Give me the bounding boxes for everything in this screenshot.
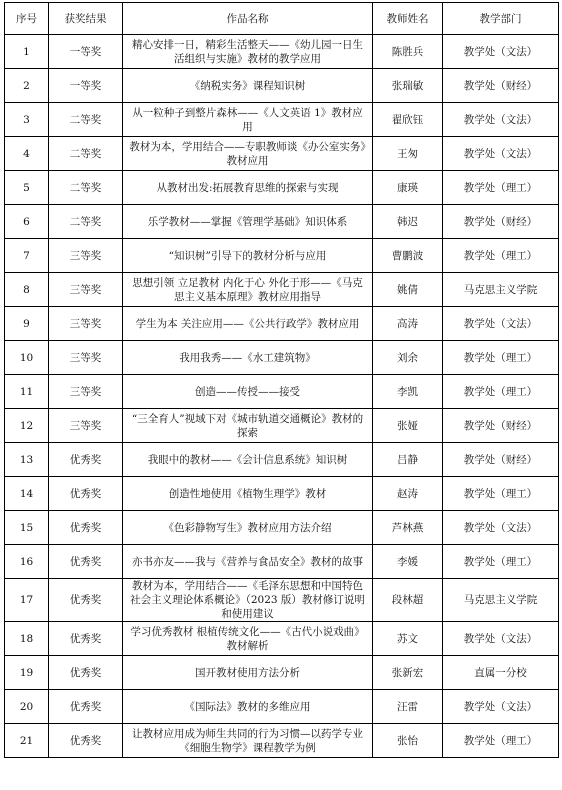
cell-dept: 教学处（文法） — [443, 307, 559, 341]
cell-no: 11 — [5, 375, 49, 409]
cell-no: 18 — [5, 622, 49, 656]
table-row — [5, 239, 559, 273]
cell-no: 13 — [5, 443, 49, 477]
header-teacher: 教师姓名 — [373, 3, 443, 35]
cell-teacher: 姚倩 — [373, 273, 443, 307]
cell-title: “三全育人”视域下对《城市轨道交通概论》教材的探索 — [123, 409, 373, 443]
cell-teacher: 曹鹏波 — [373, 239, 443, 273]
cell-dept: 教学处（理工） — [443, 724, 559, 758]
table-row — [5, 622, 559, 656]
header-row — [5, 3, 559, 35]
cell-no: 5 — [5, 171, 49, 205]
cell-teacher: 苏文 — [373, 622, 443, 656]
cell-title: 思想引领 立足教材 内化于心 外化于形——《马克思主义基本原理》教材应用指导 — [123, 273, 373, 307]
cell-award: 二等奖 — [49, 137, 123, 171]
cell-teacher: 张新宏 — [373, 656, 443, 690]
cell-no: 4 — [5, 137, 49, 171]
cell-teacher: 张怡 — [373, 724, 443, 758]
cell-award: 优秀奖 — [49, 690, 123, 724]
cell-title: 精心安排一日，精彩生活整天——《幼儿园一日生活组织与实施》教材的教学应用 — [123, 35, 373, 69]
cell-award: 优秀奖 — [49, 724, 123, 758]
table-body — [5, 35, 559, 758]
cell-no: 10 — [5, 341, 49, 375]
cell-no: 15 — [5, 511, 49, 545]
cell-title: 教材为本，学用结合——《毛泽东思想和中国特色社会主义理论体系概论》（2023 版）教材修订说明和使用建议 — [123, 579, 373, 622]
cell-no: 17 — [5, 579, 49, 622]
cell-title: 我眼中的教材——《会计信息系统》知识树 — [123, 443, 373, 477]
cell-no: 19 — [5, 656, 49, 690]
cell-teacher: 张瑞敏 — [373, 69, 443, 103]
cell-title: 创造性地使用《植物生理学》教材 — [123, 477, 373, 511]
cell-teacher: 李媛 — [373, 545, 443, 579]
cell-teacher: 吕静 — [373, 443, 443, 477]
cell-title: 我用我秀——《水工建筑物》 — [123, 341, 373, 375]
cell-award: 三等奖 — [49, 273, 123, 307]
cell-dept: 教学处（文法） — [443, 35, 559, 69]
cell-award: 三等奖 — [49, 409, 123, 443]
document-page — [4, 2, 559, 758]
cell-no: 12 — [5, 409, 49, 443]
cell-award: 优秀奖 — [49, 511, 123, 545]
table-row — [5, 307, 559, 341]
table-row — [5, 375, 559, 409]
cell-teacher: 段林超 — [373, 579, 443, 622]
cell-title: 乐学教材——掌握《管理学基础》知识体系 — [123, 205, 373, 239]
cell-award: 一等奖 — [49, 35, 123, 69]
cell-dept: 教学处（文法） — [443, 690, 559, 724]
cell-dept: 教学处（财经） — [443, 443, 559, 477]
cell-award: 三等奖 — [49, 375, 123, 409]
cell-award: 优秀奖 — [49, 622, 123, 656]
cell-title: 教材为本，学用结合——专职教师谈《办公室实务》教材应用 — [123, 137, 373, 171]
cell-teacher: 芦林燕 — [373, 511, 443, 545]
cell-dept: 教学处（文法） — [443, 137, 559, 171]
cell-no: 3 — [5, 103, 49, 137]
cell-dept: 教学处（文法） — [443, 511, 559, 545]
cell-no: 7 — [5, 239, 49, 273]
table-row — [5, 511, 559, 545]
cell-dept: 马克思主义学院 — [443, 273, 559, 307]
cell-award: 优秀奖 — [49, 579, 123, 622]
cell-award: 三等奖 — [49, 307, 123, 341]
cell-no: 2 — [5, 69, 49, 103]
cell-no: 21 — [5, 724, 49, 758]
cell-dept: 教学处（理工） — [443, 477, 559, 511]
cell-teacher: 张娅 — [373, 409, 443, 443]
cell-dept: 教学处（财经） — [443, 69, 559, 103]
table-header — [5, 3, 559, 35]
cell-title: 学生为本 关注应用——《公共行政学》教材应用 — [123, 307, 373, 341]
cell-no: 6 — [5, 205, 49, 239]
table-row — [5, 409, 559, 443]
cell-dept: 教学处（财经） — [443, 205, 559, 239]
table-row — [5, 341, 559, 375]
cell-dept: 马克思主义学院 — [443, 579, 559, 622]
cell-teacher: 汪雷 — [373, 690, 443, 724]
cell-title: 创造——传授——接受 — [123, 375, 373, 409]
cell-award: 二等奖 — [49, 205, 123, 239]
cell-dept: 教学处（理工） — [443, 171, 559, 205]
cell-title: 《色彩静物写生》教材应用方法介绍 — [123, 511, 373, 545]
cell-title: 让教材应用成为师生共同的行为习惯—以药学专业《细胞生物学》课程教学为例 — [123, 724, 373, 758]
table-row — [5, 69, 559, 103]
cell-no: 20 — [5, 690, 49, 724]
cell-dept: 教学处（文法） — [443, 103, 559, 137]
cell-award: 优秀奖 — [49, 656, 123, 690]
cell-award: 优秀奖 — [49, 545, 123, 579]
cell-title: 《国际法》教材的多维应用 — [123, 690, 373, 724]
cell-dept: 教学处（理工） — [443, 375, 559, 409]
cell-title: 从一粒种子到整片森林——《人文英语 1》教材应用 — [123, 103, 373, 137]
table-row — [5, 545, 559, 579]
cell-no: 14 — [5, 477, 49, 511]
table-row — [5, 103, 559, 137]
cell-dept: 教学处（财经） — [443, 409, 559, 443]
cell-title: 《纳税实务》课程知识树 — [123, 69, 373, 103]
table-row — [5, 724, 559, 758]
cell-dept: 直属一分校 — [443, 656, 559, 690]
cell-no: 1 — [5, 35, 49, 69]
award-table — [4, 2, 559, 758]
cell-dept: 教学处（理工） — [443, 239, 559, 273]
cell-teacher: 康瑛 — [373, 171, 443, 205]
cell-award: 二等奖 — [49, 171, 123, 205]
cell-award: 优秀奖 — [49, 477, 123, 511]
cell-teacher: 高涛 — [373, 307, 443, 341]
cell-dept: 教学处（理工） — [443, 545, 559, 579]
cell-teacher: 陈胜兵 — [373, 35, 443, 69]
cell-title: 亦书亦友——我与《营养与食品安全》教材的故事 — [123, 545, 373, 579]
table-row — [5, 137, 559, 171]
cell-title: “知识树”引导下的教材分析与应用 — [123, 239, 373, 273]
cell-dept: 教学处（文法） — [443, 622, 559, 656]
header-no: 序号 — [5, 3, 49, 35]
cell-teacher: 李凯 — [373, 375, 443, 409]
cell-teacher: 刘余 — [373, 341, 443, 375]
header-award: 获奖结果 — [49, 3, 123, 35]
cell-award: 三等奖 — [49, 341, 123, 375]
cell-dept: 教学处（理工） — [443, 341, 559, 375]
cell-award: 三等奖 — [49, 239, 123, 273]
cell-teacher: 赵涛 — [373, 477, 443, 511]
table-row — [5, 171, 559, 205]
table-row — [5, 579, 559, 622]
table-row — [5, 35, 559, 69]
cell-award: 一等奖 — [49, 69, 123, 103]
cell-award: 二等奖 — [49, 103, 123, 137]
table-row — [5, 690, 559, 724]
cell-teacher: 翟欣钰 — [373, 103, 443, 137]
cell-title: 国开教材使用方法分析 — [123, 656, 373, 690]
table-row — [5, 273, 559, 307]
table-row — [5, 443, 559, 477]
header-dept: 教学部门 — [443, 3, 559, 35]
cell-title: 从教材出发:拓展教育思维的探索与实现 — [123, 171, 373, 205]
cell-no: 9 — [5, 307, 49, 341]
table-row — [5, 205, 559, 239]
cell-no: 8 — [5, 273, 49, 307]
cell-teacher: 韩迟 — [373, 205, 443, 239]
cell-teacher: 王匆 — [373, 137, 443, 171]
cell-no: 16 — [5, 545, 49, 579]
table-row — [5, 477, 559, 511]
cell-award: 优秀奖 — [49, 443, 123, 477]
cell-title: 学习优秀教材 根植传统文化——《古代小说戏曲》教材解析 — [123, 622, 373, 656]
header-title: 作品名称 — [123, 3, 373, 35]
table-row — [5, 656, 559, 690]
